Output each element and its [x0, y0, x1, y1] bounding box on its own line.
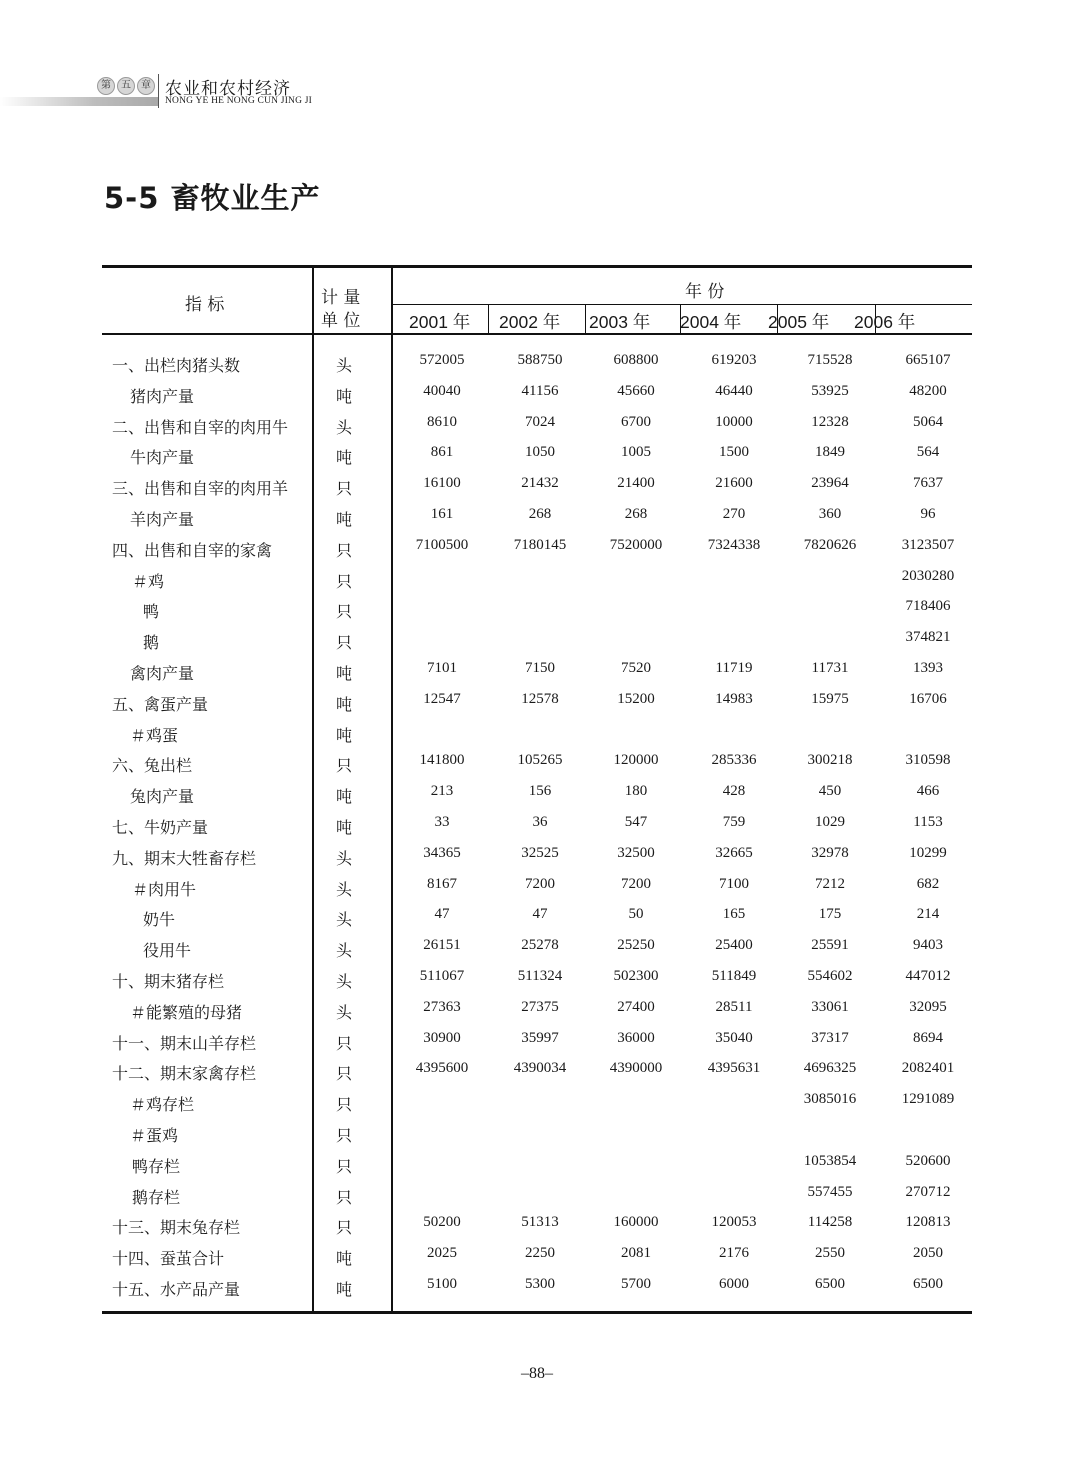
value-cell: 120813 [905, 1214, 951, 1231]
row-unit: 只 [336, 1033, 353, 1053]
value-cell: 105265 [517, 752, 563, 769]
value-cell: 96 [920, 506, 936, 522]
header-gradient-bar [0, 97, 158, 106]
chapter-badge-char: 章 [137, 77, 155, 95]
value-cell: 7212 [815, 875, 845, 892]
table-row [0, 1185, 1074, 1215]
year-divider [488, 305, 489, 334]
value-cell: 665107 [905, 352, 951, 368]
indicator-header: 指 标 [185, 295, 225, 315]
row-label: ＃鸡存栏 [130, 1095, 195, 1115]
value-cell: 2081 [621, 1245, 651, 1262]
table-row [0, 1061, 1074, 1091]
value-cell: 2030280 [901, 567, 955, 584]
row-unit: 吨 [336, 664, 353, 683]
value-cell: 8610 [427, 413, 457, 430]
year-header-2003: 2003 年 [589, 312, 651, 332]
row-unit: 只 [336, 571, 353, 591]
value-cell: 5700 [621, 1276, 651, 1292]
row-unit: 只 [336, 1218, 353, 1238]
value-cell: 5300 [525, 1276, 555, 1292]
value-cell: 9403 [913, 937, 943, 954]
years-group-header: 年 份 [685, 282, 725, 302]
value-cell: 447012 [905, 968, 951, 984]
value-cell: 300218 [807, 752, 853, 769]
value-cell: 12578 [521, 690, 559, 707]
value-cell: 619203 [711, 352, 757, 368]
row-unit: 头 [336, 941, 353, 961]
value-cell: 1050 [525, 444, 555, 461]
table-row [0, 1215, 1074, 1245]
value-cell: 47 [532, 906, 548, 923]
year-header-2001: 2001 年 [409, 312, 471, 332]
value-cell: 7100 [719, 875, 749, 892]
row-unit: 吨 [336, 510, 353, 529]
row-label: 七、牛奶产量 [112, 818, 209, 837]
value-cell: 1005 [621, 444, 651, 461]
row-unit: 头 [336, 972, 353, 991]
row-label: 一、出栏肉猪头数 [112, 356, 241, 375]
table-row [0, 1277, 1074, 1307]
value-cell: 428 [722, 783, 746, 800]
value-cell: 1029 [815, 814, 845, 830]
value-cell: 10000 [715, 413, 753, 430]
value-cell: 450 [818, 783, 842, 800]
value-cell: 11719 [715, 660, 753, 676]
row-label: 十四、蚕茧合计 [112, 1249, 225, 1269]
table-row [0, 969, 1074, 999]
value-cell: 6500 [815, 1276, 845, 1292]
table-row [0, 507, 1074, 537]
value-cell: 2250 [525, 1245, 555, 1262]
table-row [0, 1246, 1074, 1276]
year-header-2004: 2004 年 [680, 312, 742, 332]
value-cell: 10299 [909, 844, 947, 861]
row-label: 三、出售和自宰的肉用羊 [112, 479, 289, 499]
row-unit: 吨 [336, 694, 353, 714]
row-unit: 头 [336, 848, 353, 868]
row-label: 牛肉产量 [130, 448, 195, 468]
value-cell: 2025 [427, 1245, 457, 1262]
table-row [0, 692, 1074, 722]
row-unit: 吨 [336, 386, 353, 406]
value-cell: 27400 [617, 998, 655, 1015]
table-row [0, 846, 1074, 876]
table-row [0, 784, 1074, 814]
value-cell: 28511 [715, 998, 753, 1015]
value-cell: 7520 [621, 660, 651, 676]
value-cell: 564 [916, 444, 940, 461]
value-cell: 2050 [913, 1245, 943, 1262]
value-cell: 1153 [913, 814, 943, 830]
value-cell: 12328 [811, 413, 849, 430]
value-cell: 511324 [517, 968, 563, 984]
value-cell: 5064 [913, 413, 943, 430]
value-cell: 27363 [423, 998, 461, 1015]
row-label: 奶牛 [143, 910, 176, 930]
value-cell: 7520000 [609, 536, 663, 553]
row-label: 二、出售和自宰的肉用牛 [112, 417, 289, 437]
value-cell: 1500 [719, 444, 749, 461]
row-label: ＃鸡蛋 [130, 725, 179, 745]
chapter-title: 农业和农村经济 [165, 79, 291, 99]
table-row [0, 815, 1074, 845]
page-title: 5-5 畜牧业生产 [104, 181, 321, 215]
value-cell: 36000 [617, 1029, 655, 1046]
value-cell: 270 [722, 506, 746, 522]
table-row [0, 723, 1074, 753]
value-cell: 7200 [525, 875, 555, 892]
value-cell: 25250 [617, 937, 655, 954]
value-cell: 27375 [521, 998, 559, 1015]
row-label: 鹅存栏 [132, 1187, 181, 1207]
value-cell: 21600 [715, 475, 753, 492]
value-cell: 16706 [909, 690, 947, 707]
value-cell: 32525 [521, 844, 559, 861]
row-label: 鹅 [143, 633, 160, 653]
value-cell: 511849 [711, 968, 757, 984]
row-label: 九、期末大牲畜存栏 [112, 848, 257, 868]
value-cell: 15975 [811, 690, 849, 707]
value-cell: 6700 [621, 413, 651, 430]
value-cell: 41156 [521, 382, 559, 399]
value-cell: 25278 [521, 937, 559, 954]
value-cell: 175 [818, 906, 842, 923]
value-cell: 25400 [715, 937, 753, 954]
value-cell: 7820626 [803, 536, 857, 553]
value-cell: 21432 [521, 475, 559, 492]
table-row [0, 661, 1074, 691]
value-cell: 16100 [423, 475, 461, 492]
row-label: 十五、水产品产量 [112, 1280, 241, 1299]
row-unit: 头 [336, 879, 353, 899]
row-unit: 只 [336, 633, 353, 653]
value-cell: 7100500 [415, 536, 469, 553]
value-cell: 23964 [811, 475, 849, 492]
value-cell: 50 [628, 906, 644, 923]
value-cell: 374821 [905, 629, 951, 646]
unit-header-line1: 计 量 [321, 288, 361, 308]
value-cell: 511067 [419, 968, 465, 984]
value-cell: 557455 [807, 1183, 853, 1200]
value-cell: 30900 [423, 1029, 461, 1046]
value-cell: 759 [722, 814, 746, 830]
value-cell: 160000 [613, 1214, 659, 1231]
value-cell: 5100 [427, 1276, 457, 1292]
table-row [0, 599, 1074, 629]
value-cell: 214 [916, 906, 940, 923]
value-cell: 120000 [613, 752, 659, 769]
row-label: 鸭 [143, 602, 160, 622]
value-cell: 268 [528, 506, 552, 522]
row-label: 十一、期末山羊存栏 [112, 1033, 257, 1053]
value-cell: 32665 [715, 844, 753, 861]
value-cell: 7101 [427, 660, 457, 676]
row-label: 役用牛 [143, 941, 192, 961]
row-label: 鸭存栏 [132, 1156, 181, 1176]
value-cell: 1393 [913, 660, 943, 676]
table-row [0, 1000, 1074, 1030]
value-cell: 37317 [811, 1029, 849, 1046]
value-cell: 2176 [719, 1245, 749, 1262]
value-cell: 120053 [711, 1214, 757, 1231]
row-unit: 只 [336, 1064, 353, 1084]
row-label: 四、出售和自宰的家禽 [112, 540, 273, 560]
value-cell: 6500 [913, 1276, 943, 1292]
value-cell: 32095 [909, 998, 947, 1015]
table-row [0, 877, 1074, 907]
row-label: ＃鸡 [132, 571, 165, 591]
value-cell: 285336 [711, 752, 757, 769]
year-header-2002: 2002 年 [499, 312, 561, 332]
row-label: 六、兔出栏 [112, 756, 193, 776]
value-cell: 114258 [807, 1214, 853, 1231]
value-cell: 33 [434, 814, 450, 830]
table-row [0, 907, 1074, 937]
table-row [0, 753, 1074, 783]
table-row [0, 384, 1074, 414]
row-unit: 只 [336, 1126, 353, 1145]
table-row [0, 630, 1074, 660]
value-cell: 7150 [525, 660, 555, 676]
value-cell: 34365 [423, 844, 461, 861]
chapter-pinyin: NONG YE HE NONG CUN JING JI [165, 96, 313, 106]
row-label: ＃能繁殖的母猪 [130, 1002, 243, 1022]
value-cell: 7324338 [707, 536, 761, 553]
value-cell: 310598 [905, 752, 951, 769]
value-cell: 3123507 [901, 536, 955, 553]
value-cell: 8167 [427, 875, 457, 892]
header-divider [158, 74, 159, 108]
value-cell: 11731 [811, 660, 849, 676]
chapter-badge-char: 五 [117, 77, 135, 95]
value-cell: 360 [818, 506, 842, 522]
row-unit: 吨 [336, 448, 353, 468]
table-row [0, 445, 1074, 475]
year-divider [585, 305, 586, 334]
row-unit: 吨 [336, 1280, 353, 1299]
value-cell: 141800 [419, 752, 465, 769]
value-cell: 718406 [905, 598, 951, 615]
row-label: 禽肉产量 [130, 664, 195, 683]
row-unit: 头 [336, 356, 353, 375]
row-label: 十二、期末家禽存栏 [112, 1064, 257, 1084]
value-cell: 32978 [811, 844, 849, 861]
value-cell: 6000 [719, 1276, 749, 1292]
row-unit: 头 [336, 910, 353, 930]
table-row [0, 569, 1074, 599]
value-cell: 502300 [613, 968, 659, 984]
page-number: –88– [521, 1365, 553, 1382]
value-cell: 1053854 [803, 1152, 857, 1169]
value-cell: 4390034 [513, 1060, 567, 1077]
value-cell: 47 [434, 906, 450, 923]
value-cell: 48200 [909, 382, 947, 399]
value-cell: 3085016 [803, 1091, 857, 1108]
row-label: 兔肉产量 [130, 787, 195, 807]
value-cell: 33061 [811, 998, 849, 1015]
table-row [0, 538, 1074, 568]
value-cell: 161 [430, 506, 454, 522]
chapter-badge [93, 76, 159, 96]
row-label: 猪肉产量 [130, 386, 195, 406]
value-cell: 165 [722, 906, 746, 923]
year-header-2006: 2006 年 [854, 312, 916, 332]
value-cell: 7200 [621, 875, 651, 892]
row-unit: 只 [336, 1156, 353, 1176]
value-cell: 14983 [715, 690, 753, 707]
value-cell: 554602 [807, 968, 853, 984]
value-cell: 4390000 [609, 1060, 663, 1077]
value-cell: 520600 [905, 1152, 951, 1169]
value-cell: 46440 [715, 382, 753, 399]
value-cell: 15200 [617, 690, 655, 707]
table-bottom-rule [102, 1311, 972, 1314]
table-row [0, 1031, 1074, 1061]
value-cell: 21400 [617, 475, 655, 492]
row-unit: 吨 [336, 787, 353, 807]
value-cell: 7637 [913, 475, 943, 492]
value-cell: 4395631 [707, 1060, 761, 1077]
table-row [0, 1092, 1074, 1122]
value-cell: 180 [624, 783, 648, 800]
row-label: ＃蛋鸡 [130, 1126, 179, 1145]
row-label: 十、期末猪存栏 [112, 972, 225, 991]
table-row [0, 1123, 1074, 1153]
row-unit: 头 [336, 417, 353, 437]
row-unit: 头 [336, 1002, 353, 1022]
value-cell: 268 [624, 506, 648, 522]
value-cell: 213 [430, 783, 454, 800]
value-cell: 156 [528, 783, 552, 800]
value-cell: 608800 [613, 352, 659, 368]
value-cell: 2082401 [901, 1060, 955, 1077]
table-row [0, 476, 1074, 506]
row-unit: 只 [336, 602, 353, 622]
unit-header-line2: 单 位 [321, 311, 361, 331]
years-group-rule [392, 304, 972, 305]
value-cell: 588750 [517, 352, 563, 368]
table-top-rule [102, 265, 972, 268]
row-unit: 只 [336, 756, 353, 776]
value-cell: 4696325 [803, 1060, 857, 1077]
row-unit: 吨 [336, 818, 353, 837]
row-unit: 吨 [336, 725, 353, 745]
row-label: ＃肉用牛 [132, 879, 197, 899]
row-label: 羊肉产量 [130, 510, 195, 529]
row-unit: 吨 [336, 1249, 353, 1269]
value-cell: 32500 [617, 844, 655, 861]
value-cell: 1291089 [901, 1091, 955, 1108]
value-cell: 466 [916, 783, 940, 800]
row-unit: 只 [336, 1187, 353, 1207]
row-unit: 只 [336, 540, 353, 560]
value-cell: 25591 [811, 937, 849, 954]
value-cell: 36 [532, 814, 548, 830]
table-row [0, 938, 1074, 968]
row-unit: 只 [336, 479, 353, 499]
value-cell: 51313 [521, 1214, 559, 1231]
value-cell: 53925 [811, 382, 849, 399]
value-cell: 40040 [423, 382, 461, 399]
row-unit: 只 [336, 1095, 353, 1115]
value-cell: 547 [624, 814, 648, 830]
value-cell: 2550 [815, 1245, 845, 1262]
table-row [0, 415, 1074, 445]
value-cell: 1849 [815, 444, 845, 461]
value-cell: 45660 [617, 382, 655, 399]
table-row [0, 1154, 1074, 1184]
value-cell: 682 [916, 875, 940, 892]
year-header-2005: 2005 年 [768, 312, 830, 332]
value-cell: 270712 [905, 1183, 951, 1200]
value-cell: 4395600 [415, 1060, 469, 1077]
value-cell: 35040 [715, 1029, 753, 1046]
value-cell: 715528 [807, 352, 853, 368]
value-cell: 26151 [423, 937, 461, 954]
value-cell: 572005 [419, 352, 465, 368]
value-cell: 35997 [521, 1029, 559, 1046]
value-cell: 7024 [525, 413, 555, 430]
row-label: 五、禽蛋产量 [112, 694, 209, 714]
value-cell: 861 [430, 444, 454, 461]
table-row [0, 353, 1074, 383]
value-cell: 7180145 [513, 536, 567, 553]
value-cell: 50200 [423, 1214, 461, 1231]
chapter-badge-char: 第 [97, 77, 115, 95]
value-cell: 12547 [423, 690, 461, 707]
value-cell: 8694 [913, 1029, 943, 1046]
row-label: 十三、期末兔存栏 [112, 1218, 241, 1238]
